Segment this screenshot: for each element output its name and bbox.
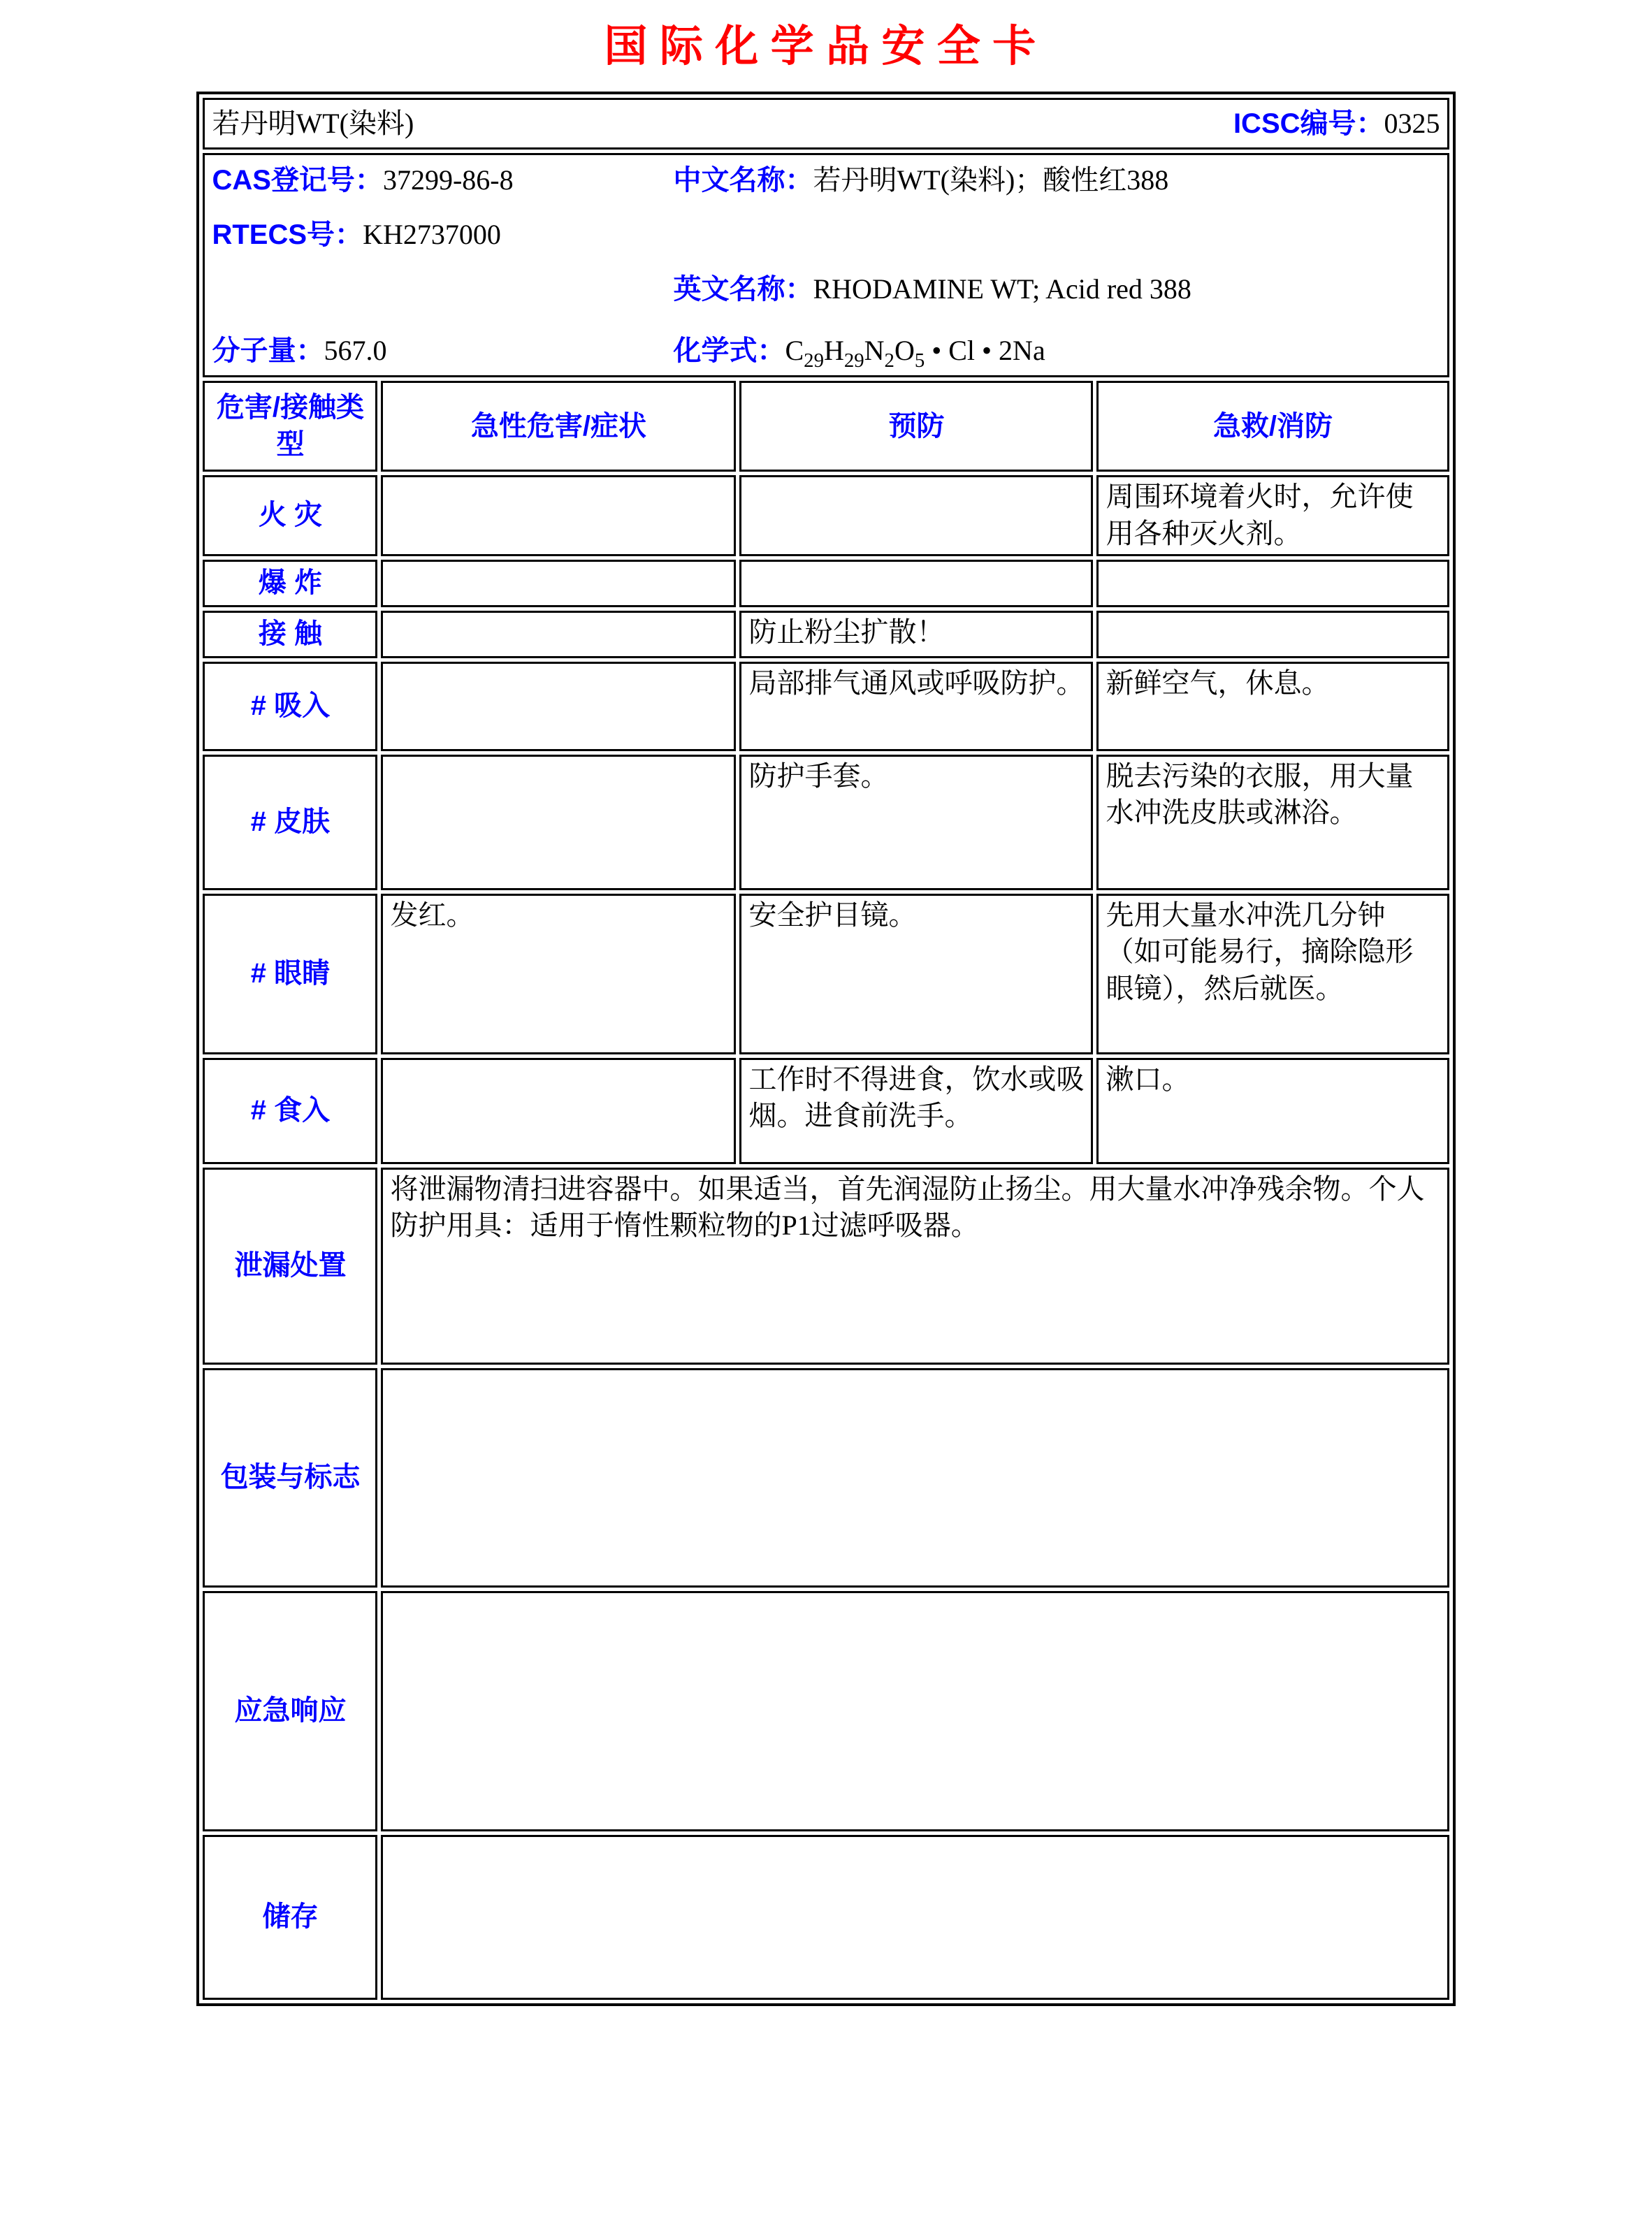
page-title: 国际化学品安全卡 [604,20,1048,71]
skin-response-cell: 脱去污染的衣服，用大量水冲洗皮肤或淋浴。 [1096,755,1449,890]
safety-card-table [196,92,1455,2006]
hazard-table-header-row [203,381,1449,472]
chemical-name: 若丹明WT(染料) [212,107,414,139]
header-first-aid: 急救/消防 [1096,381,1449,472]
fire-response-cell: 周围环境着火时，允许使用各种灭火剂。 [1096,475,1449,556]
table-row-skin [203,755,1449,890]
table-row-spillage [203,1168,1449,1365]
english-name-field [673,271,1440,308]
icsc-document-page [0,11,1652,2006]
fire-row-label: 火 灾 [203,475,377,556]
cas-number-field [212,162,673,199]
exposure-row-label: 接 触 [203,611,377,658]
name-row [203,98,1449,150]
rtecs-number-value: KH2737000 [363,219,501,250]
eyes-row-label: # 眼睛 [203,894,377,1054]
identification-row [203,153,1449,377]
eyes-response-cell: 先用大量水冲洗几分钟（如可能易行，摘除隐形眼镜），然后就医。 [1096,894,1449,1054]
icsc-number-value: 0325 [1384,107,1440,139]
emergency-row-label: 应急响应 [203,1591,377,1831]
storage-content-cell [381,1835,1449,2000]
header-acute-symptoms: 急性危害/症状 [381,381,736,472]
exposure-prevention-cell: 防止粉尘扩散！ [739,611,1093,658]
chemical-formula: $C_{29}H_{29}N_2O_5$ • Cl • 2Na [785,335,1045,372]
fire-symptoms-cell [381,475,736,556]
cas-number-value: 37299-86-8 [382,164,514,196]
rtecs-number-field [212,217,673,254]
english-name-value: RHODAMINE WT; Acid red 388 [813,273,1191,305]
explosion-symptoms-cell [381,560,736,607]
eyes-prevention-cell: 安全护目镜。 [739,894,1093,1054]
eyes-symptoms-cell: 发红。 [381,894,736,1054]
exposure-symptoms-cell [381,611,736,658]
chinese-name-label: 中文名称： [673,165,813,196]
inhalation-prevention-cell: 局部排气通风或呼吸防护。 [739,662,1093,751]
table-row-ingestion [203,1058,1449,1164]
molecular-weight-field [212,333,673,370]
skin-row-label: # 皮肤 [203,755,377,890]
explosion-row-label: 爆 炸 [203,560,377,607]
table-row-fire [203,475,1449,556]
inhalation-row-label: # 吸入 [203,662,377,751]
fire-prevention-cell [739,475,1093,556]
exposure-response-cell [1096,611,1449,658]
emergency-content-cell [381,1591,1449,1831]
table-row-inhalation [203,662,1449,751]
molecular-weight-value: 567.0 [324,335,387,366]
spillage-row-label: 泄漏处置 [203,1168,377,1365]
storage-row-label: 储存 [203,1835,377,2000]
table-row-storage [203,1835,1449,2000]
icsc-number-label: ICSC编号： [1233,108,1384,139]
table-row-explosion [203,560,1449,607]
cas-number-label: CAS登记号： [212,165,383,196]
ingestion-response-cell: 漱口。 [1096,1058,1449,1164]
rtecs-number-label: RTECS号： [212,219,363,250]
table-row-eyes [203,894,1449,1054]
ingestion-prevention-cell: 工作时不得进食，饮水或吸烟。进食前洗手。 [739,1058,1093,1164]
packaging-content-cell [381,1368,1449,1588]
ingestion-symptoms-cell [381,1058,736,1164]
explosion-response-cell [1096,560,1449,607]
header-prevention: 预防 [739,381,1093,472]
packaging-row-label: 包装与标志 [203,1368,377,1588]
inhalation-symptoms-cell [381,662,736,751]
table-row-exposure [203,611,1449,658]
ingestion-row-label: # 食入 [203,1058,377,1164]
chinese-name-field [673,162,1440,199]
table-row-emergency [203,1591,1449,1831]
molecular-weight-label: 分子量： [212,335,324,366]
explosion-prevention-cell [739,560,1093,607]
chemical-formula-field [673,333,1440,374]
icsc-number-group [1233,106,1440,143]
english-name-label: 英文名称： [673,274,813,305]
chemical-formula-label: 化学式： [673,335,785,366]
header-hazard-type: 危害/接触类型 [203,381,377,472]
skin-prevention-cell: 防护手套。 [739,755,1093,890]
inhalation-response-cell: 新鲜空气，休息。 [1096,662,1449,751]
chinese-name-value: 若丹明WT(染料)；酸性红388 [813,164,1169,196]
table-row-packaging [203,1368,1449,1588]
skin-symptoms-cell [381,755,736,890]
spillage-content-cell: 将泄漏物清扫进容器中。如果适当，首先润湿防止扬尘。用大量水冲净残余物。个人防护用具：适用于惰性颗粒物的P1过滤呼吸器。 [381,1168,1449,1365]
